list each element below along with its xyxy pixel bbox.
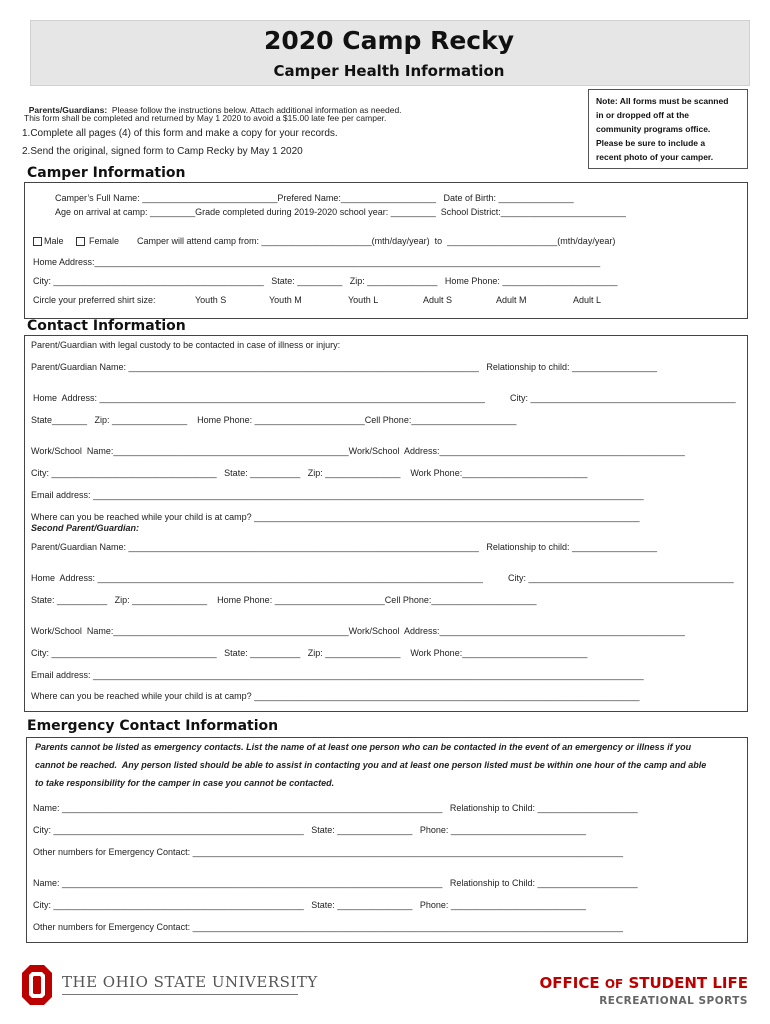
of-word: OF (604, 977, 624, 991)
emergency-heading: Emergency Contact Information (27, 718, 279, 734)
p2-city-field[interactable]: City: _________________________________ State: __________ Zip: _______________ Work Phone:_________________________ (31, 648, 588, 658)
p1-home-address-field[interactable]: Home Address: _____________________________________________________________________________ City: _________________________________________ (33, 393, 736, 403)
p2-email-field[interactable]: Email address: ______________________________________________________________________________________________________________ (31, 670, 644, 680)
female-label: Female (89, 236, 120, 246)
p2-work-field[interactable]: Work/School Name:_______________________________________________Work/School Address:_________________________________________________ (31, 626, 685, 636)
male-checkbox[interactable] (33, 237, 42, 246)
recreational-sports: RECREATIONAL SPORTS (599, 995, 748, 1007)
shirt-size-youth-s[interactable]: Youth S (195, 295, 227, 305)
shirt-size-youth-l[interactable]: Youth L (348, 295, 379, 305)
p1-city-field[interactable]: City: _________________________________ State: __________ Zip: _______________ Work Phone:_________________________ (31, 468, 588, 478)
intro-step-2: 2.Send the original, signed form to Camp Recky by May 1 2020 (22, 146, 303, 157)
p2-home-address-field[interactable]: Home Address: _____________________________________________________________________________ City: _________________________________________ (31, 573, 734, 583)
shirt-size-label: Circle your preferred shirt size: (33, 295, 156, 305)
intro-instructions: Please follow the instructions below. Attach additional information as needed. (111, 105, 402, 115)
emergency-lead-3: to take responsibility for the camper in case you cannot be contacted. (35, 778, 335, 788)
p1-state-field[interactable]: State_______ Zip: _______________ Home Phone: ______________________Cell Phone:_____________________ (31, 415, 517, 425)
camp-dates-field[interactable]: Camper will attend camp from: ______________________(mth/day/year) to ______________________(mth/day/year) (137, 236, 616, 246)
p1-where-field[interactable]: Where can you be reached while your child is at camp? _____________________________________________________________________________ (31, 512, 640, 522)
osu-wordmark: THE OHIO STATE UNIVERSITY (62, 973, 318, 991)
p2-name-field[interactable]: Parent/Guardian Name: ______________________________________________________________________ Relationship to child: _________________ (31, 542, 658, 552)
female-checkbox[interactable] (76, 237, 85, 246)
shirt-size-youth-m[interactable]: Youth M (269, 295, 302, 305)
male-label: Male (44, 236, 64, 246)
parents-label: Parents/Guardians: (28, 105, 108, 115)
camper-row-age[interactable]: Age on arrival at camp: _________Grade completed during 2019-2020 school year: _________ School District:_________________________ (55, 207, 626, 217)
e1-city-field[interactable]: City: __________________________________________________ State: _______________ Phone: ___________________________ (33, 825, 587, 835)
camper-row-name[interactable]: Camper’s Full Name: ___________________________Prefered Name:___________________ Date of Birth: _______________ (55, 193, 574, 203)
p1-email-field[interactable]: Email address: ______________________________________________________________________________________________________________ (31, 490, 644, 500)
e2-city-field[interactable]: City: __________________________________________________ State: _______________ Phone: ___________________________ (33, 900, 587, 910)
shirt-size-adult-s[interactable]: Adult S (423, 295, 453, 305)
shirt-size-adult-l[interactable]: Adult L (573, 295, 602, 305)
osu-wordmark-rule (62, 994, 298, 995)
intro-step-1: 1.Complete all pages (4) of this form and make a copy for your records. (22, 128, 338, 139)
e2-other-field[interactable]: Other numbers for Emergency Contact: ______________________________________________________________________________________ (33, 922, 624, 932)
office-of-student-life (540, 974, 749, 992)
osu-block-o-logo (22, 965, 52, 1005)
intro-late-fee: This form shall be completed and returned by May 1 2020 to avoid a $15.00 late fee per camper. (24, 113, 387, 123)
p1-work-field[interactable]: Work/School Name:_______________________________________________Work/School Address:_________________________________________________ (31, 446, 685, 456)
emergency-lead-1: Parents cannot be listed as emergency contacts. List the name of at least one person who can be contacted in the event of an emergency or illness if you (35, 742, 692, 752)
camper-heading: Camper Information (27, 165, 186, 181)
contact-lead: Parent/Guardian with legal custody to be contacted in case of illness or injury: (31, 340, 341, 350)
page-title: 2020 Camp Recky (263, 26, 515, 55)
p2-state-field[interactable]: State: __________ Zip: _______________ Home Phone: ______________________Cell Phone:_____________________ (31, 595, 537, 605)
office-word: OFFICE (539, 974, 605, 992)
emergency-lead-2: cannot be reached. Any person listed should be able to assist in contacting you and at least one person listed must be within one hour of the camp and able (35, 760, 707, 770)
second-guardian-label: Second Parent/Guardian: (31, 523, 140, 533)
contact-heading: Contact Information (27, 318, 186, 334)
p2-where-field[interactable]: Where can you be reached while your child is at camp? _____________________________________________________________________________ (31, 691, 640, 701)
e2-name-field[interactable]: Name: ____________________________________________________________________________ Relationship to Child: ____________________ (33, 878, 638, 888)
camper-home-address-field[interactable]: Home Address:_____________________________________________________________________________________________________ (33, 257, 601, 267)
e1-other-field[interactable]: Other numbers for Emergency Contact: ______________________________________________________________________________________ (33, 847, 624, 857)
shirt-size-adult-m[interactable]: Adult M (496, 295, 527, 305)
p1-name-field[interactable]: Parent/Guardian Name: ______________________________________________________________________ Relationship to child: _________________ (31, 362, 658, 372)
camper-city-row[interactable]: City: __________________________________________ State: _________ Zip: ______________ Home Phone: _______________________ (33, 276, 618, 286)
student-life-word: STUDENT LIFE (623, 974, 748, 992)
e1-name-field[interactable]: Name: ____________________________________________________________________________ Relationship to Child: ____________________ (33, 803, 638, 813)
page-subtitle: Camper Health Information (273, 62, 505, 80)
note-text: Note: All forms must be scanned in or dropped off at the community programs office. Please be sure to include a recent photo of your camper. (596, 96, 729, 162)
